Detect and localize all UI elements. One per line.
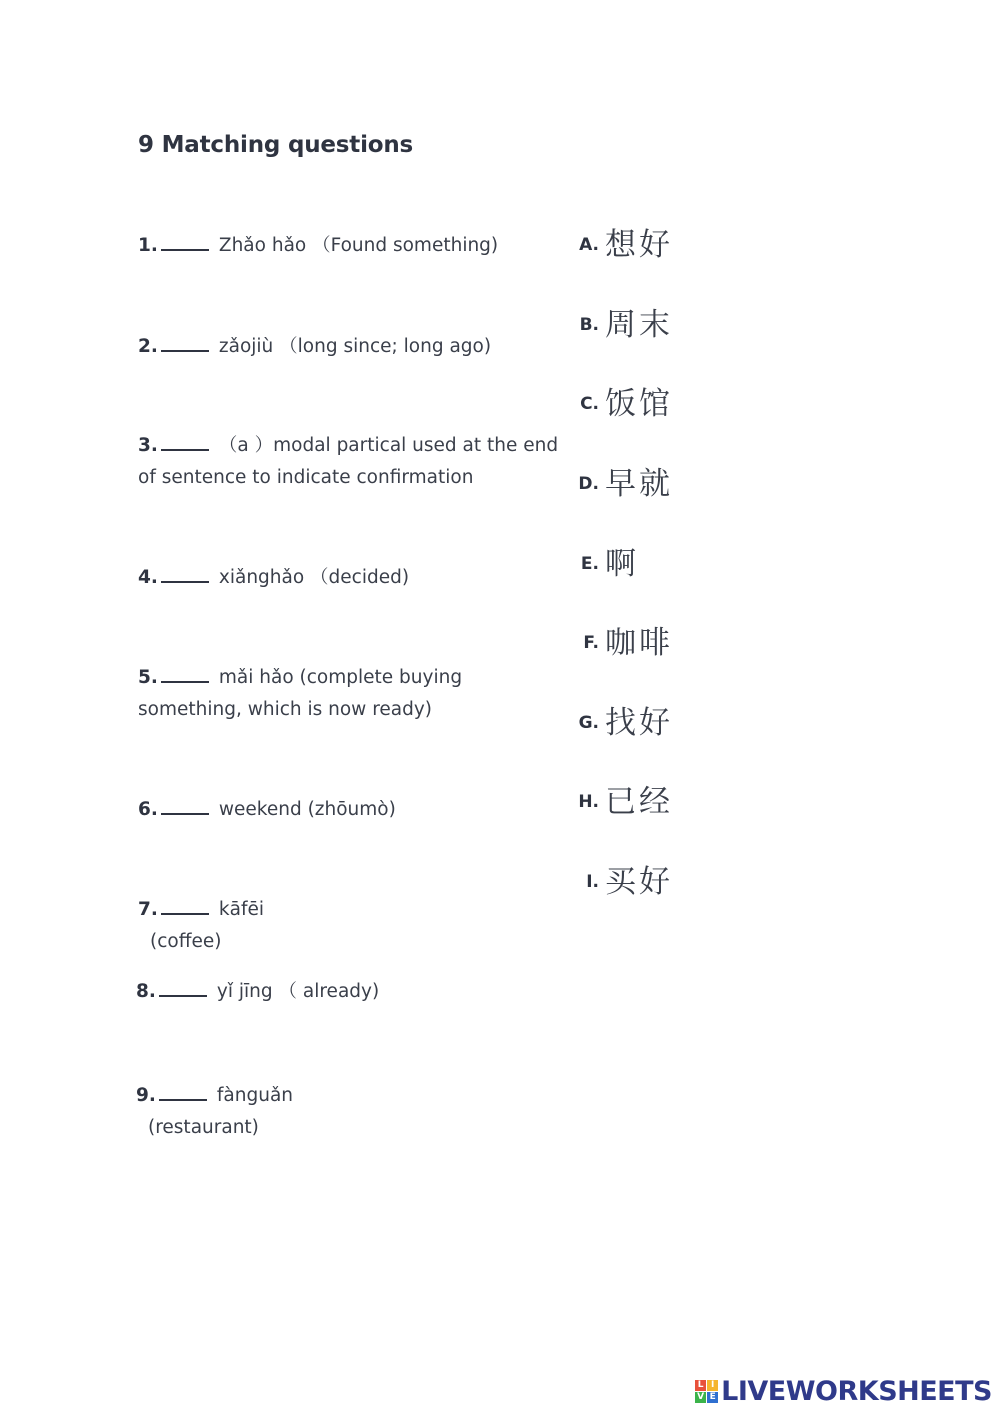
answer-blank[interactable] xyxy=(161,429,209,451)
option-hanzi: 想好 xyxy=(605,226,673,263)
question-text: zǎojiù （long since; long ago) xyxy=(218,336,492,357)
question-number: 7. xyxy=(138,899,158,920)
page-title: 9 Matching questions xyxy=(138,132,414,158)
option-letter: I. xyxy=(586,872,599,892)
question-text-continued: of sentence to indicate confirmation xyxy=(138,467,474,488)
option-hanzi: 早就 xyxy=(605,465,673,502)
option-letter: C. xyxy=(580,394,599,414)
question-number: 5. xyxy=(138,667,158,688)
question-text: xiǎnghǎo （decided) xyxy=(218,567,410,588)
option-hanzi: 咖啡 xyxy=(605,624,673,661)
option-hanzi: 买好 xyxy=(605,863,673,900)
logo-mark-cell: I xyxy=(707,1380,718,1391)
option-e xyxy=(565,536,639,584)
answer-blank[interactable] xyxy=(161,330,209,352)
question-text: mǎi hǎo (complete buying xyxy=(218,667,463,688)
question-text: （a ）modal partical used at the end xyxy=(218,435,559,456)
option-letter: A. xyxy=(579,235,599,255)
question-number: 8. xyxy=(136,981,156,1002)
option-letter: F. xyxy=(583,633,599,653)
option-hanzi: 周末 xyxy=(605,306,673,343)
question-1 xyxy=(138,229,498,262)
answer-blank[interactable] xyxy=(161,561,209,583)
option-letter: E. xyxy=(580,554,599,574)
question-text: weekend (zhōumò) xyxy=(218,799,396,820)
question-9 xyxy=(136,1079,293,1144)
question-number: 9. xyxy=(136,1085,156,1106)
option-hanzi: 已经 xyxy=(605,783,673,820)
question-number: 2. xyxy=(138,336,158,357)
answer-blank[interactable] xyxy=(161,793,209,815)
answer-blank[interactable] xyxy=(161,661,209,683)
question-2 xyxy=(138,330,491,363)
answer-blank[interactable] xyxy=(159,1079,207,1101)
answer-blank[interactable] xyxy=(161,229,209,251)
option-letter: D. xyxy=(578,474,599,494)
option-b xyxy=(565,297,673,345)
question-number: 3. xyxy=(138,435,158,456)
option-d xyxy=(565,456,673,504)
logo-mark-icon xyxy=(695,1380,718,1403)
question-number: 4. xyxy=(138,567,158,588)
question-4 xyxy=(138,561,409,594)
option-a xyxy=(565,217,673,265)
option-letter: G. xyxy=(578,713,599,733)
question-5 xyxy=(138,661,462,726)
liveworksheets-logo[interactable] xyxy=(695,1376,992,1407)
option-hanzi: 找好 xyxy=(605,704,673,741)
option-letter: B. xyxy=(579,315,599,335)
question-8 xyxy=(136,975,379,1008)
answer-blank[interactable] xyxy=(159,975,207,997)
option-f xyxy=(565,615,673,663)
option-hanzi: 啊 xyxy=(605,545,639,582)
question-text-continued: (restaurant) xyxy=(148,1117,259,1138)
question-text-continued: something, which is now ready) xyxy=(138,699,433,720)
question-number: 6. xyxy=(138,799,158,820)
question-3 xyxy=(138,429,558,494)
option-h xyxy=(565,774,673,822)
option-c xyxy=(565,376,673,424)
question-6 xyxy=(138,793,396,826)
logo-mark-cell: E xyxy=(707,1392,718,1403)
logo-mark-cell: L xyxy=(695,1380,706,1391)
question-text: fànguǎn xyxy=(216,1085,294,1106)
question-text-continued: (coffee) xyxy=(150,931,222,952)
logo-text: LIVEWORKSHEETS xyxy=(721,1376,992,1407)
option-i xyxy=(565,854,673,902)
option-hanzi: 饭馆 xyxy=(605,385,673,422)
question-number: 1. xyxy=(138,235,158,256)
question-7 xyxy=(138,893,264,958)
question-text: yǐ jīng （ already) xyxy=(216,981,380,1002)
question-text: kāfēi xyxy=(218,899,264,920)
question-text: Zhǎo hǎo （Found something) xyxy=(218,235,499,256)
logo-mark-cell: V xyxy=(695,1392,706,1403)
option-letter: H. xyxy=(578,792,599,812)
option-g xyxy=(565,695,673,743)
answer-blank[interactable] xyxy=(161,893,209,915)
